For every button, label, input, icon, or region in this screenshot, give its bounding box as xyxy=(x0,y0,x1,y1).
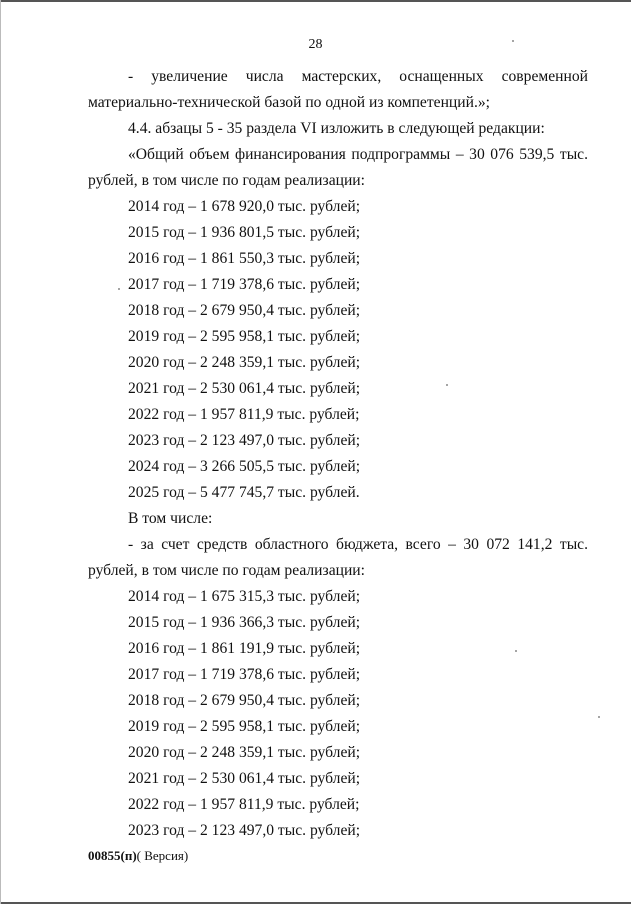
list-item: 2016 год – 1 861 191,9 тыс. рублей; xyxy=(128,640,361,657)
scan-speck xyxy=(446,384,448,386)
paragraph-workshops: - увеличение числа мастерских, оснащенных современной материально-технической базой по одной из компетенций.»; xyxy=(88,68,588,111)
list-item: 2021 год – 2 530 061,4 тыс. рублей; xyxy=(128,770,361,787)
list-item: 2019 год – 2 595 958,1 тыс. рублей; xyxy=(128,328,361,345)
list-item: 2018 год – 2 679 950,4 тыс. рублей; xyxy=(128,692,361,709)
document-code: 00855(п) xyxy=(88,848,137,863)
scan-speck xyxy=(515,650,517,652)
list-item: 2020 год – 2 248 359,1 тыс. рублей; xyxy=(128,354,361,371)
list-item: 2014 год – 1 675 315,3 тыс. рублей; xyxy=(128,588,361,605)
list-item: 2020 год – 2 248 359,1 тыс. рублей; xyxy=(128,744,361,761)
scan-speck xyxy=(598,716,600,718)
list-item: 2018 год – 2 679 950,4 тыс. рублей; xyxy=(128,302,361,319)
page-number: 28 xyxy=(308,37,323,52)
paragraph-amendment: 4.4. абзацы 5 - 35 раздела VI изложить в следующей редакции: xyxy=(128,120,545,137)
list-item: 2021 год – 2 530 061,4 тыс. рублей; xyxy=(128,380,361,397)
scan-edge-left xyxy=(0,0,1,904)
list-item: 2023 год – 2 123 497,0 тыс. рублей; xyxy=(128,432,361,449)
list-item: 2014 год – 1 678 920,0 тыс. рублей; xyxy=(128,198,361,215)
scan-speck xyxy=(118,288,120,290)
list-item: 2015 год – 1 936 366,3 тыс. рублей; xyxy=(128,614,361,631)
list-item: 2016 год – 1 861 550,3 тыс. рублей; xyxy=(128,250,361,267)
document-body xyxy=(88,64,588,844)
scan-edge-top xyxy=(0,0,631,2)
total-by-year-list xyxy=(88,194,588,506)
list-item: 2019 год – 2 595 958,1 тыс. рублей; xyxy=(128,718,361,735)
document-version: ( Версия) xyxy=(136,848,189,863)
document-footer xyxy=(88,848,188,864)
paragraph-including: В том числе: xyxy=(128,510,213,527)
regional-by-year-list xyxy=(88,584,588,844)
list-item: 2024 год – 3 266 505,5 тыс. рублей; xyxy=(128,458,361,475)
paragraph-regional-budget: - за счет средств областного бюджета, всего – 30 072 141,2 тыс. рублей, в том числе по годам реализации: xyxy=(88,536,588,579)
list-item: 2022 год – 1 957 811,9 тыс. рублей; xyxy=(128,406,360,423)
list-item: 2022 год – 1 957 811,9 тыс. рублей; xyxy=(128,796,360,813)
list-item: 2015 год – 1 936 801,5 тыс. рублей; xyxy=(128,224,361,241)
list-item: 2017 год – 1 719 378,6 тыс. рублей; xyxy=(128,666,361,683)
list-item: 2025 год – 5 477 745,7 тыс. рублей. xyxy=(128,484,360,501)
list-item: 2017 год – 1 719 378,6 тыс. рублей; xyxy=(128,276,361,293)
scan-speck xyxy=(512,40,514,42)
list-item: 2023 год – 2 123 497,0 тыс. рублей; xyxy=(128,822,361,839)
paragraph-total-financing: «Общий объем финансирования подпрограммы – 30 076 539,5 тыс. рублей, в том числе по годам реализации: xyxy=(88,146,588,189)
